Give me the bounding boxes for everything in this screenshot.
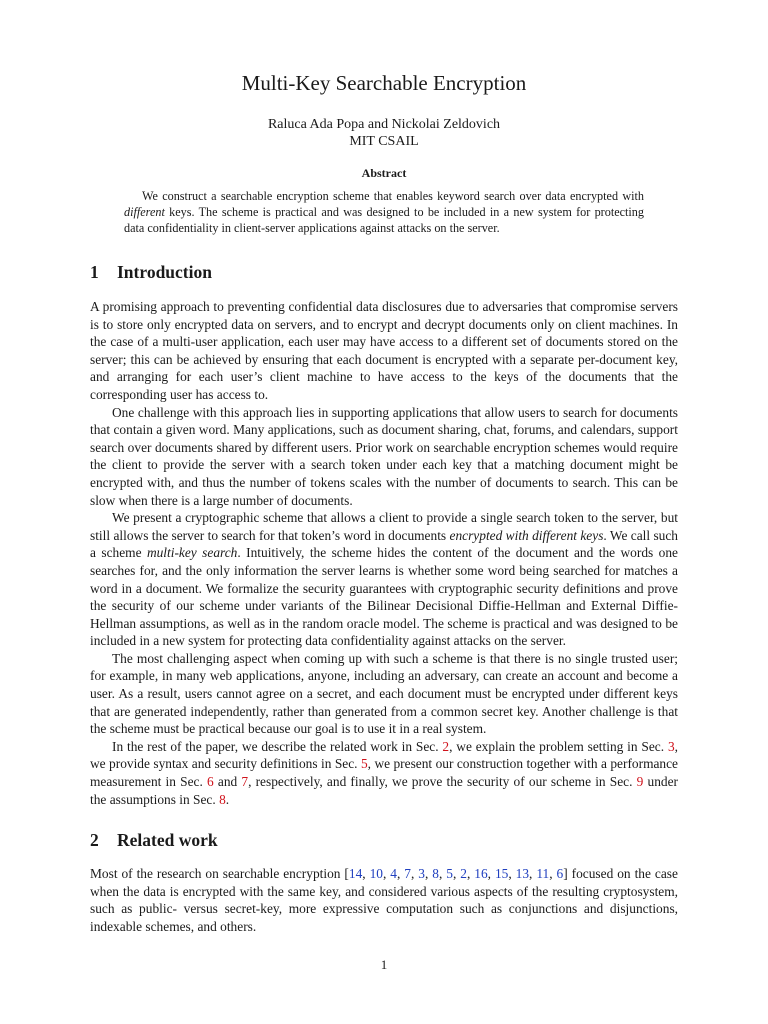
text-part: . We call such a scheme (90, 527, 679, 561)
text-part: Most of the research on searchable encryption [ (90, 866, 349, 881)
text-part: , we provide syntax and security definitions in Sec. (90, 738, 678, 772)
text-part: and (213, 774, 242, 790)
citation-link[interactable]: 5 (446, 866, 453, 881)
text-part: , we explain the problem setting in Sec. (449, 738, 668, 754)
abstract-part: We construct a searchable encryption scheme that enables keyword search over data encrypted with (142, 189, 644, 203)
section-title: Related work (117, 830, 218, 850)
text-part: . Intuitively, the scheme hides the content of the document and the words one searches for, and the only information the server learns is whether some word being searched for matches a word in a document. We formalize the security guarantees with cryptographic security definitions and prove the security of our scheme under variants of the Bilinear Decisional Diffie-Hellman and External Diffie-Hellman assumptions, as well as in the random oracle model. The scheme is practical and was designed to be included in a new system for protecting data confidentiality against attacks on the server. (90, 545, 678, 649)
citation-link[interactable]: 11 (536, 866, 550, 881)
section-heading-related-work (90, 829, 218, 851)
section-ref-link[interactable]: 6 (207, 774, 214, 790)
citation-link[interactable]: 14 (348, 866, 363, 881)
paragraph: A promising approach to preventing confidential data disclosures due to adversaries that compromise servers is to store only encrypted data on servers, and to encrypt and decrypt documents only on client machines. In the case of a multi-user application, each user may have access to a different set of documents stored on the server; this can be achieved by ensuring that each document is encrypted with a separate per-document key, and arranging for each user’s client machine to have access to the keys of the documents that the corresponding user has access to. (90, 299, 678, 402)
text-part: . (225, 791, 230, 807)
affiliation: MIT CSAIL (349, 134, 419, 149)
abstract-part: keys. The scheme is practical and was designed to be included in a new system for protecting data confidentiality in client-server applications against attacks on the server. (124, 205, 644, 235)
citation-link[interactable]: 6 (556, 866, 564, 881)
emphasis: multi-key search (146, 545, 238, 561)
citation-link[interactable]: 4 (390, 866, 397, 881)
text-part: , we present our construction together with a performance measurement in Sec. (90, 756, 679, 790)
paragraph: One challenge with this approach lies in supporting applications that allow users to search for documents that contain a given word. Many applications, such as document sharing, chat, forums, and calendars, support search over documents shared by different users. Prior work on searchable encryption schemes would require the client to provide the server with a search token under each key that a matching document might be encrypted with, and thus the number of tokens scales with the number of documents to search. This can be slow when there is a large number of documents. (90, 404, 678, 508)
text-part: We present a cryptographic scheme that allows a client to provide a single search token to the server, but still allows the server to search for that token’s word in documents (90, 510, 678, 543)
introduction-body (90, 298, 678, 808)
author-block (0, 116, 768, 150)
emphasis: encrypted with different keys (449, 527, 604, 543)
citation-link[interactable]: 8 (432, 866, 439, 881)
section-ref-link[interactable]: 9 (636, 774, 644, 790)
citation-link[interactable]: 15 (494, 866, 509, 881)
section-ref-link[interactable]: 5 (360, 756, 368, 772)
citation-list: 14, 10, 4, 7, 3, 8, 5, 2, 16, 15, 13, 11, 6 (348, 866, 564, 881)
section-ref-link[interactable]: 7 (241, 774, 249, 790)
abstract-emphasis: different (124, 205, 165, 219)
paper-title: Multi-Key Searchable Encryption (241, 71, 527, 95)
abstract-text (124, 188, 644, 236)
citation-link[interactable]: 2 (460, 866, 467, 881)
paragraph (90, 738, 678, 808)
paragraph (90, 865, 678, 935)
section-number: 2 (90, 830, 99, 850)
text-part: ] focused on the case when the data is encrypted with the same key, and considered various aspects of the resulting cryptosystem, such as public- versus secret-key, more expressive computation such as conjunctions and disjunctions, indexable schemes, and others. (90, 866, 678, 934)
abstract-heading: Abstract (361, 166, 407, 180)
paragraph (90, 509, 678, 650)
citation-link[interactable]: 3 (418, 866, 425, 881)
section-heading-introduction (90, 261, 212, 283)
citation-link[interactable]: 13 (515, 866, 530, 881)
text-part: , respectively, and finally, we prove the security of our scheme in Sec. (248, 774, 637, 790)
text-part: under the assumptions in Sec. (90, 774, 679, 807)
section-number: 1 (90, 262, 99, 282)
citation-link[interactable]: 10 (369, 866, 383, 881)
citation-link[interactable]: 7 (404, 866, 411, 881)
page-number: 1 (380, 957, 388, 972)
paragraph: The most challenging aspect when coming up with such a scheme is that there is no single trusted user; for example, in many web applications, anyone, including an adversary, can create an account and become a user. As a result, users cannot agree on a secret, and each document must be encrypted under different keys that are generated independently, rather than generated from a common secret key. Another challenge is that the scheme must be practical because our goal is to use it in a real system. (90, 650, 678, 737)
section-title: Introduction (117, 262, 212, 282)
related-work-body (90, 865, 678, 935)
text-part: In the rest of the paper, we describe the related work in Sec. (112, 738, 443, 754)
section-ref-link[interactable]: 2 (442, 738, 450, 754)
section-ref-link[interactable]: 3 (667, 738, 675, 754)
author-names: Raluca Ada Popa and Nickolai Zeldovich (267, 117, 501, 132)
section-ref-link[interactable]: 8 (219, 791, 226, 807)
citation-link[interactable]: 16 (474, 866, 488, 881)
